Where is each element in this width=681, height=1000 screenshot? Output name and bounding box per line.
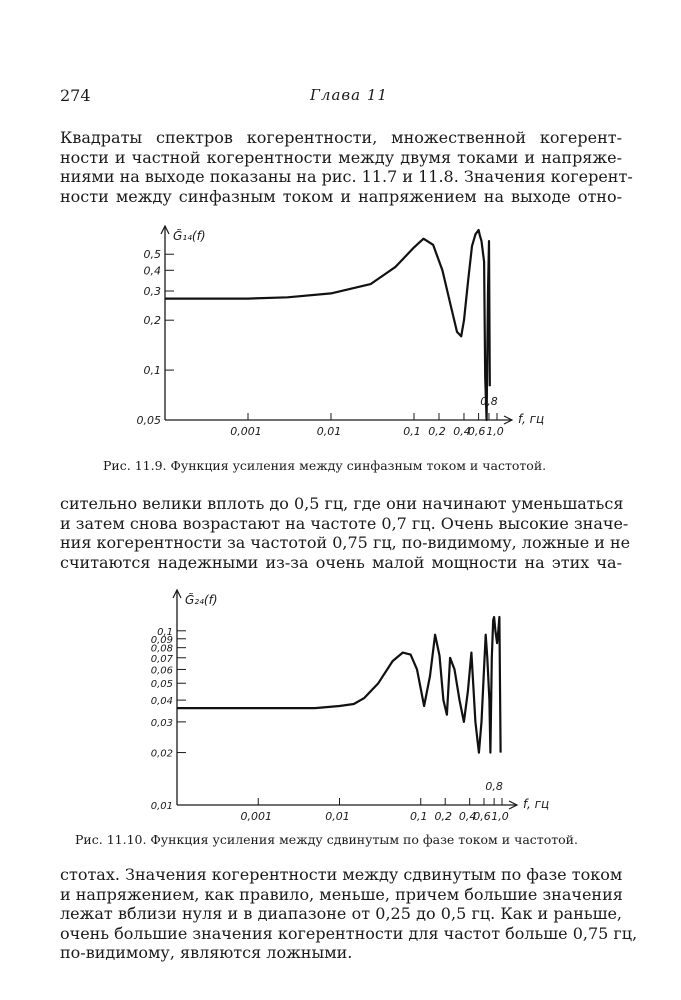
y-tick-label: 0,02: [150, 748, 173, 760]
text-line: и затем снова возрастают на частоте 0,7 гц. Очень высокие значе-: [60, 513, 629, 533]
y-tick-label: 0,1: [143, 364, 161, 378]
y-tick-label: 0,04: [150, 696, 173, 708]
y-tick-label: 0,07: [150, 653, 173, 665]
y-tick-label: 0,06: [150, 665, 173, 677]
y-tick-label: 0,2: [143, 314, 161, 328]
x-tick-label: 0,001: [230, 425, 262, 438]
y-tick-label: 0,5: [143, 248, 161, 262]
x-tick-label: 0,1: [403, 425, 421, 438]
x-tick-label: 0,6: [473, 810, 491, 823]
x-tick-label: 0,001: [240, 810, 272, 823]
x-tick-label: 0,4: [458, 810, 477, 823]
x-axis-label: f, гц: [523, 797, 550, 811]
page-number: 274: [60, 86, 91, 105]
text-line: и напряжением, как правило, меньше, причем большие значения: [60, 884, 623, 904]
x-tick-label: 0,2: [428, 425, 446, 438]
text-line: лежат вблизи нуля и в диапазоне от 0,25 до 0,5 гц. Как и раньше,: [60, 904, 622, 923]
y-tick-label: 0,03: [150, 717, 173, 729]
text-line: ности между синфазным током и напряжением на выходе отно-: [60, 186, 622, 206]
text-line: Квадраты спектров когерентности, множественной когерент-: [60, 128, 622, 147]
y-tick-label: 0,08: [150, 643, 173, 655]
x-tick-label: 0,01: [316, 425, 342, 438]
x-tick-label: 0,8: [485, 780, 503, 793]
series-line: [165, 230, 490, 420]
y-tick-label: 0,4: [143, 264, 161, 278]
x-tick-label: 0,01: [325, 810, 350, 823]
text-line: сительно велики вплоть до 0,5 гц, где они начинают уменьшаться: [60, 494, 624, 513]
running-head: Глава 11: [310, 86, 388, 104]
y-tick-label: 0,05: [136, 414, 161, 427]
text-line: считаются надежными из-за очень малой мощности на этих ча-: [60, 552, 622, 572]
text-line: ности и частной когерентности между двумя токами и напряже-: [60, 147, 622, 167]
y-tick-label: 0,05: [150, 679, 173, 691]
x-tick-label: 0,6: [467, 425, 486, 438]
y-tick-label: 0,01: [150, 801, 173, 812]
y-tick-label: 0,09: [150, 634, 173, 646]
x-tick-label: 0,4: [453, 425, 471, 438]
figure-11-9-chart: [137, 226, 545, 438]
text-line: стотах. Значения когерентности между сдвинутым по фазе током: [60, 865, 623, 884]
x-tick-label: 1,0: [486, 425, 504, 438]
text-line: очень большие значения когерентности для частот больше 0,75 гц,: [60, 923, 638, 943]
text-line: ния когерентности за частотой 0,75 гц, по-видимому, ложные и не: [60, 533, 631, 552]
y-tick-label: 0,3: [143, 285, 161, 299]
y-axis-label: G̃₂₄(f): [185, 593, 218, 607]
x-tick-label: 0,8: [480, 395, 498, 408]
x-tick-label: 0,2: [434, 810, 452, 823]
text-line: ниями на выходе показаны на рис. 11.7 и 11.8. Значения когерент-: [60, 167, 633, 186]
series-line: [177, 617, 501, 753]
x-tick-label: 1,0: [491, 810, 509, 823]
y-tick-label: 0,1: [157, 626, 173, 638]
x-axis-label: f, гц: [518, 412, 545, 426]
text-line: по-видимому, являются ложными.: [60, 943, 353, 962]
figure-11-9-caption: Рис. 11.9. Функция усиления между синфазным током и частотой.: [103, 458, 547, 473]
y-axis-label: G̃₁₄(f): [173, 229, 206, 243]
x-tick-label: 0,1: [410, 810, 428, 823]
figure-11-10-chart: [151, 590, 549, 823]
figure-11-10-caption: Рис. 11.10. Функция усиления между сдвинутым по фазе током и частотой.: [75, 832, 578, 847]
